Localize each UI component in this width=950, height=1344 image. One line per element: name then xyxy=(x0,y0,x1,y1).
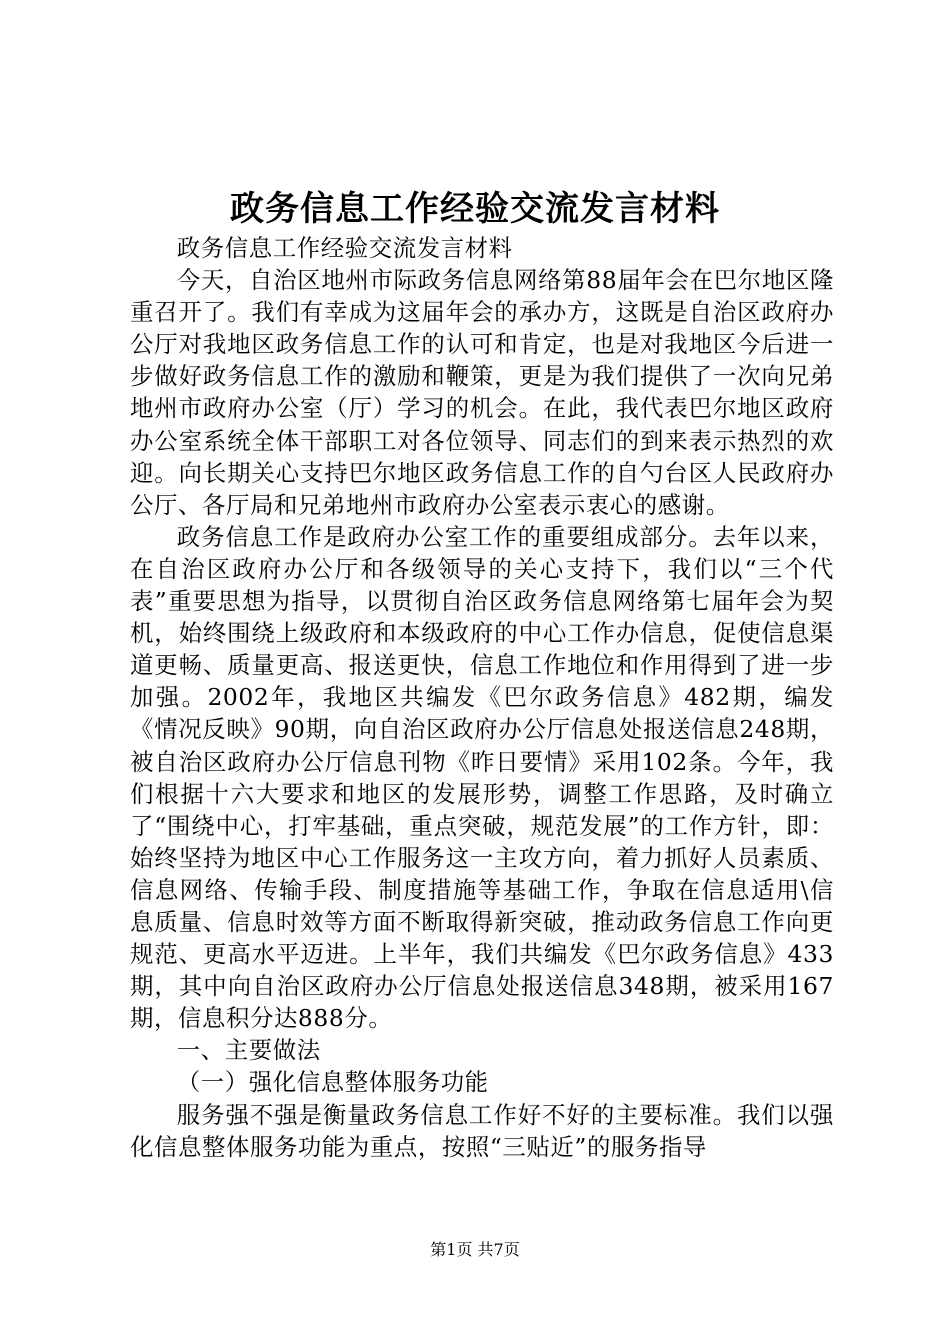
subsection-heading: （一）强化信息整体服务功能 xyxy=(176,1068,489,1097)
document-title: 政务信息工作经验交流发言材料 xyxy=(230,189,720,229)
body-paragraph: 服务强不强是衡量政务信息工作好不好的主要标准。我们以强化信息整体服务功能为重点，按照“三贴近”的服务指导 xyxy=(130,1100,834,1161)
body-paragraph: 政务信息工作是政府办公室工作的重要组成部分。去年以来，在自治区政府办公厅和各级领导的关心支持下，我们以“三个代表”重要思想为指导，以贯彻自治区政务信息网络第七届年会为契机，始终围绕上级政府和本级政府的中心工作办信息，促使信息渠道更畅、质量更高、报送更快，信息工作地位和作用得到了进一步加强。2002年，我地区共编发《巴尔政务信息》482期，编发《情况反映》90期，向自治区政府办公厅信息处报送信息248期，被自治区政府办公厅信息刊物《昨日要情》采用102条。今年，我们根据十六大要求和地区的发展形势，调整工作思路，及时确立了“围绕中心，打牢基础，重点突破，规范发展”的工作方针，即：始终坚持为地区中心工作服务这一主攻方向，着力抓好人员素质、信息网络、传输手段、制度措施等基础工作，争取在信息适用\信息质量、信息时效等方面不断取得新突破，推动政务信息工作向更规范、更高水平迈进。上半年，我们共编发《巴尔政务信息》433期，其中向自治区政府办公厅信息处报送信息348期，被采用167期，信息积分达888分。 xyxy=(130,522,834,1033)
section-heading: 一、主要做法 xyxy=(176,1036,321,1065)
body-paragraph-heading: 政务信息工作经验交流发言材料 xyxy=(176,234,513,262)
body-paragraph: 今天，自治区地州市际政务信息网络第88届年会在巴尔地区隆重召开了。我们有幸成为这届年会的承办方，这既是自治区政府办公厅对我地区政务信息工作的认可和肯定，也是对我地区今后进一步做好政务信息工作的激励和鞭策，更是为我们提供了一次向兄弟地州市政府办公室（厅）学习的机会。在此，我代表巴尔地区政府办公室系统全体干部职工对各位领导、同志们的到来表示热烈的欢迎。向长期关心支持巴尔地区政务信息工作的自勺台区人民政府办公厅、各厅局和兄弟地州市政府办公室表示衷心的感谢。 xyxy=(130,266,834,519)
document-body xyxy=(130,232,834,1163)
page-footer: 第1页 共7页 xyxy=(430,1240,520,1259)
